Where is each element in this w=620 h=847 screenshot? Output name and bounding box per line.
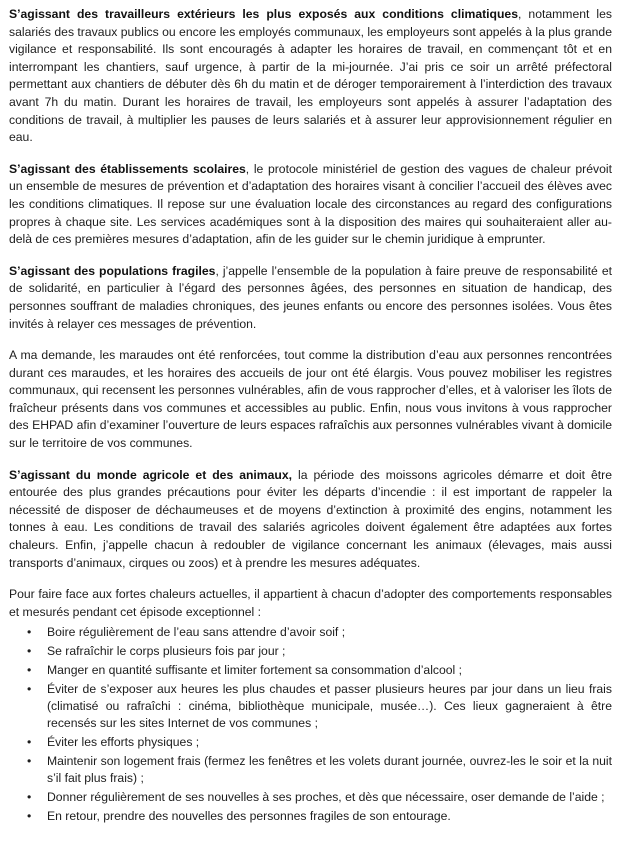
list-item-text: Boire régulièrement de l’eau sans attendre d’avoir soif ;	[47, 625, 346, 640]
list-item-text: Éviter de s’exposer aux heures les plus chaudes et passer plusieurs heures par jour dans un lieu frais (climatisé ou rafraîchi : cinéma, bibliothèque municipale, musée…). Ces lieux gagneraient à être recensés sur les sites Internet de vos communes ;	[47, 681, 612, 731]
paragraph-text: , le protocole ministériel de gestion des vagues de chaleur prévoit un ensemble de mesures de prévention et d’adaptation des horaires visant à concilier l’accueil des élèves avec les conditions climatiques. Il repose sur une évaluation locale des circonstances au regard des configurations propres à chaque site. Les services académiques sont à la disposition des maires qui souhaiteraient aller au-delà de ces premières mesures d’adaptation, afin de les guider sur le chemin juridique à emprunter.	[9, 161, 612, 247]
bullet-icon: •	[27, 625, 32, 640]
paragraph-outdoor-workers	[9, 6, 612, 147]
bullet-icon: •	[27, 663, 32, 677]
paragraph-text: , notamment les salariés des travaux publics ou encore les employés communaux, les employeurs sont appelés à la plus grande vigilance et responsabilité. Ils sont encouragés à adapter les horaires de travail, en commençant tôt et en interrompant les chantiers, sauf urgence, à partir de la mi-journée. J’ai pris ce soir un arrêté préfectoral permettant aux chantiers de débuter dès 6h du matin et de déroger temporairement à l’interdiction des travaux avant 7h du matin. Durant les horaires de travail, les employeurs sont appelés à assurer l’adaptation des conditions de travail, à multiplier les pauses de leurs salariés et à assurer leur approvisionnement régulier en eau.	[9, 7, 612, 145]
list-item-text: Manger en quantité suffisante et limiter fortement sa consommation d’alcool ;	[47, 663, 463, 677]
paragraph-lead: S’agissant des travailleurs extérieurs les plus exposés aux conditions climatiques	[9, 7, 518, 21]
list-item	[27, 753, 612, 787]
paragraph-text: A ma demande, les maraudes ont été renforcées, tout comme la distribution d’eau aux personnes rencontrées durant ces maraudes, et les horaires des accueils de jour ont été élargis. Vous pouvez mobiliser les registres communaux, qui recensent les personnes vulnérables, afin de vous rapprocher d’elles, et à valoriser les îlots de fraîcheur présents dans vos communes et accessibles au public. Enfin, nous vous invitons à vous rapprocher des EHPAD afin d’examiner l’ouverture de leurs espaces rafraîchis aux personnes vulnérables vivant à domicile sur le territoire de vos communes.	[9, 348, 612, 451]
paragraph-lead: S’agissant des populations fragiles	[9, 263, 216, 278]
list-item	[27, 624, 612, 641]
list-item	[27, 808, 612, 825]
bullet-icon: •	[27, 808, 32, 823]
paragraph-schools	[9, 161, 612, 249]
list-item-text: Maintenir son logement frais (fermez les fenêtres et les volets durant journée, ouvrez-les le soir et la nuit s’il fait plus frais) ;	[47, 753, 612, 785]
bullet-icon: •	[27, 681, 32, 696]
list-item	[27, 662, 612, 679]
list-item	[27, 734, 612, 751]
paragraph-lead: S’agissant du monde agricole et des animaux,	[9, 467, 293, 482]
paragraph-fragile-populations	[9, 263, 612, 333]
paragraph-lead: S’agissant des établissements scolaires	[9, 161, 246, 176]
paragraph-text: la période des moissons agricoles démarre et doit être entourée des plus grandes précautions pour éviter les départs d’incendie : il est important de rappeler la nécessité de disposer de déchaumeuses et de moyens d’extinction à proximité des engins, notamment les tonnes à eau. Les conditions de travail des salariés agricoles doivent également être adaptées aux fortes chaleurs. Enfin, j’appelle chacun à redoubler de vigilance concernant les animaux (élevages, mais aussi transports d’animaux, cirques ou zoos) et à prendre les mesures adéquates.	[9, 467, 612, 570]
list-item	[27, 681, 612, 733]
bullet-icon: •	[27, 735, 32, 749]
list-item-text: Donner régulièrement de ses nouvelles à ses proches, et dès que nécessaire, oser demande de l’aide ;	[47, 789, 605, 804]
paragraph-agriculture	[9, 467, 612, 573]
bullet-icon: •	[27, 753, 32, 768]
paragraph-text: Pour faire face aux fortes chaleurs actuelles, il appartient à chacun d’adopter des comportements responsables et mesurés pendant cet épisode exceptionnel :	[9, 587, 612, 619]
list-item-text: Éviter les efforts physiques ;	[47, 735, 200, 749]
paragraph-recommendations-intro	[9, 586, 612, 621]
recommendations-list	[9, 624, 612, 824]
list-item	[27, 789, 612, 806]
paragraph-text: , j’appelle l’ensemble de la population à faire preuve de responsabilité et de solidarité, en particulier à l’égard des personnes âgées, des personnes en situation de handicap, des personnes souffrant de maladies chroniques, des jeunes enfants ou encore des personnes isolées. Vous êtes invités à relayer ces messages de prévention.	[9, 263, 613, 331]
list-item-text: En retour, prendre des nouvelles des personnes fragiles de son entourage.	[47, 808, 451, 823]
list-item	[27, 643, 612, 660]
bullet-icon: •	[27, 644, 32, 659]
bullet-icon: •	[27, 789, 32, 804]
list-item-text: Se rafraîchir le corps plusieurs fois par jour ;	[47, 644, 286, 659]
paragraph-outreach	[9, 347, 612, 453]
